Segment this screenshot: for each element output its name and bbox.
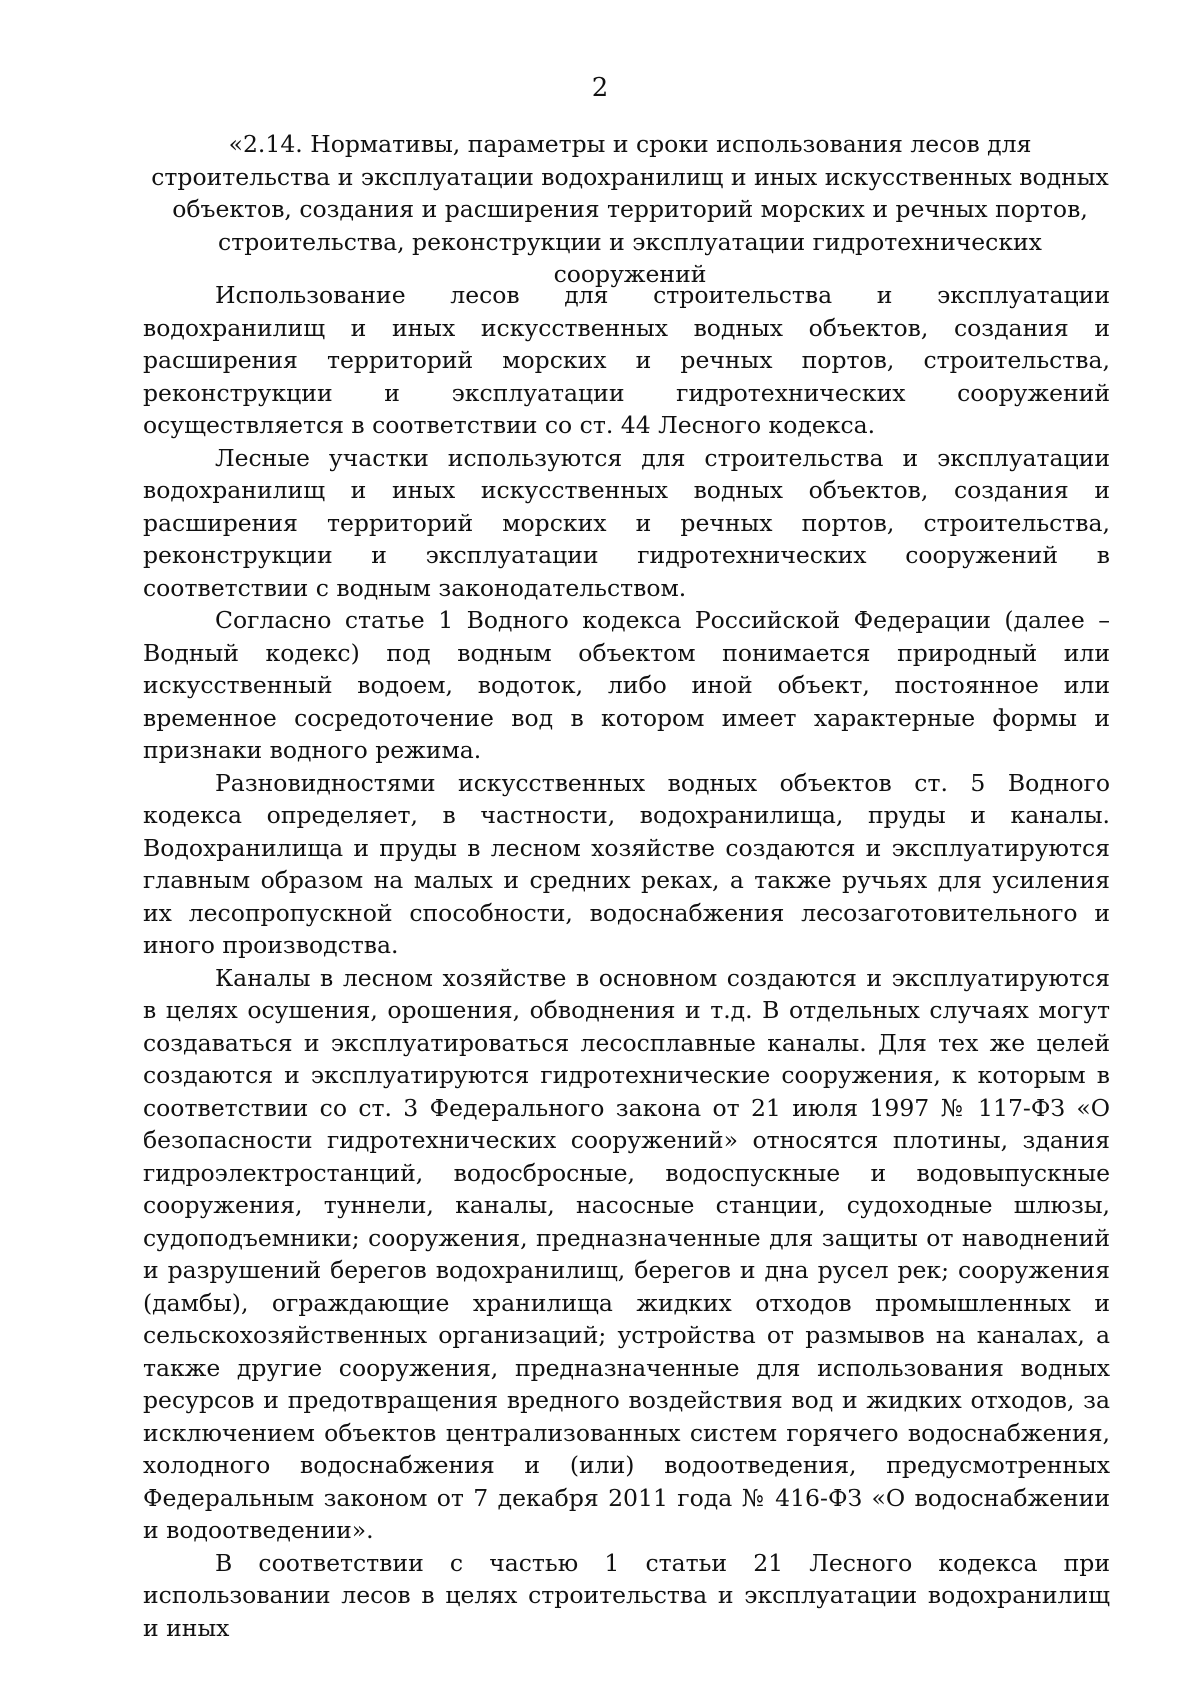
paragraph-1: Использование лесов для строительства и эксплуатации водохранилищ и иных искусственных водных объектов, создания и расширения территорий морских и речных портов, строительства, реконструкции и эксплуатации гидротехнических сооружений осуществляется в соответствии со ст. 44 Лесного кодекса.: [143, 281, 1110, 439]
document-body: [143, 279, 1110, 1644]
paragraph-4: Разновидностями искусственных водных объектов ст. 5 Водного кодекса определяет, в частности, водохранилища, пруды и каналы. Водохранилища и пруды в лесном хозяйстве создаются и эксплуатируются главным образом на малых и средних реках, а также ручьях для усиления их лесопропускной способности, водоснабжения лесозаготовительного и иного производства.: [143, 768, 1110, 959]
paragraph-5: Каналы в лесном хозяйстве в основном создаются и эксплуатируются в целях осушения, орошения, обводнения и т.д. В отдельных случаях могут создаваться и эксплуатироваться лесосплавные каналы. Для тех же целей создаются и эксплуатируются гидротехнические сооружения, к которым в соответствии со ст. 3 Федерального закона от 21 июля 1997 № 117-ФЗ «О безопасности гидротехнических сооружений» относятся плотины, здания гидроэлектростанций, водосбросные, водоспускные и водовыпускные сооружения, туннели, каналы, насосные станции, судоходные шлюзы, судоподъемники; сооружения, предназначенные для защиты от наводнений и разрушений берегов водохранилищ, берегов и дна русел рек; сооружения (дамбы), ограждающие хранилища жидких отходов промышленных и сельскохозяйственных организаций; устройства от размывов на каналах, а также другие сооружения, предназначенные для использования водных ресурсов и предотвращения вредного воздействия вод и жидких отходов, за исключением объектов централизованных систем горячего водоснабжения, холодного водоснабжения и (или) водоотведения, предусмотренных Федеральным законом от 7 декабря 2011 года № 416-ФЗ «О водоснабжении и водоотведении».: [143, 963, 1110, 1544]
paragraph-6: В соответствии с частью 1 статьи 21 Лесного кодекса при использовании лесов в целях строительства и эксплуатации водохранилищ и иных: [143, 1548, 1110, 1642]
paragraph-3: Согласно статье 1 Водного кодекса Российской Федерации (далее – Водный кодекс) под водным объектом понимается природный или искусственный водоем, водоток, либо иной объект, постоянное или временное сосредоточение вод в котором имеет характерные формы и признаки водного режима.: [143, 606, 1110, 764]
paragraph-2: Лесные участки используются для строительства и эксплуатации водохранилищ и иных искусственных водных объектов, создания и расширения территорий морских и речных портов, строительства, реконструкции и эксплуатации гидротехнических сооружений в соответствии с водным законодательством.: [143, 443, 1110, 602]
page-number: 2: [591, 73, 609, 103]
section-heading: «2.14. Нормативы, параметры и сроки использования лесов для строительства и эксплуатации водохранилищ и иных искусственных водных объектов, создания и расширения территорий морских и речных портов, строительства, реконструкции и эксплуатации гидротехнических сооружений: [151, 130, 1109, 288]
